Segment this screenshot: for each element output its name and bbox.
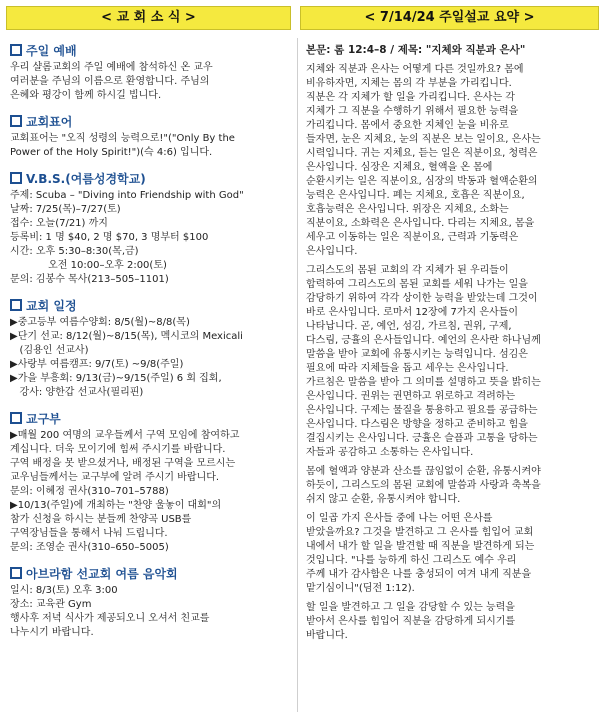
section-title: V.B.S.(여름성경학교) (26, 172, 146, 186)
text-line: 그리스도의 몸된 교회의 각 지체가 된 우리들이 (306, 265, 509, 276)
text-line: 호흡능력은 은사입니다. 위장은 지체요, 소화는 (306, 204, 509, 215)
text-line: 몸에 혈액과 양분과 산소를 끊임없이 순환, 유통시켜야 (306, 466, 541, 477)
text-line: 접수: 오늘(7/21) 까지 (10, 218, 108, 229)
text-line: 합력하여 그리스도의 몸된 교회를 세워 나가는 일을 (306, 279, 528, 290)
sermon-summary-header: < 7/14/24 주일설교 요약 > (300, 6, 599, 30)
text-line: 맡기심이니"(딤전 1:12). (306, 583, 415, 594)
section-title: 주일 예배 (26, 44, 77, 58)
text-line: 자들과 공감하고 소통하는 은사입니다. (306, 447, 474, 458)
text-line: 하듯이, 그리스도의 몸된 교회에 말씀과 사랑과 축복을 (306, 480, 541, 491)
section-title: 교회 일정 (26, 299, 77, 313)
text-line: 문의: 조영순 권사(310–650–5005) (10, 542, 169, 553)
text-line: (김용인 선교사) (10, 345, 89, 356)
text-line: 내에서 내가 할 일을 발견할 때 직분을 발견하게 되는 (306, 541, 535, 552)
text-line: ▶사랑부 여름캠프: 9/7(토) ~9/8(주일) (10, 359, 184, 370)
section-title: 교회표어 (26, 115, 73, 129)
text-line: 감당하기 위하여 각각 상이한 능력을 받았는데 그것이 (306, 293, 538, 304)
text-line: 문의: 이혜정 권사(310–701–5788) (10, 486, 169, 497)
section-title: 교구부 (26, 412, 61, 426)
text-line: 세우고 이동하는 일은 직분이요, 근력과 기동력은 (306, 232, 519, 243)
text-line: 문의: 김봉수 목사(213–505–1101) (10, 274, 169, 285)
worship-section (10, 42, 291, 103)
text-line: 말씀을 받아 교회에 유통시키는 능력입니다. 섬김은 (306, 349, 528, 360)
text-line: 참가 신청을 하시는 분들께 찬양곡 USB를 (10, 514, 192, 525)
text-line: 은사입니다. 구제는 물질을 통용하고 필요를 공급하는 (306, 405, 538, 416)
text-line: 받아서 은사를 힘입어 직분을 감당하게 되시기를 (306, 616, 516, 627)
text-line: 필요에 따라 지체들을 돕고 세우는 은사입니다. (306, 363, 509, 374)
text-line: 오전 10:00–오후 2:00(토) (10, 260, 167, 271)
text-line: 들자면, 눈은 지체요, 눈의 직분은 보는 일이요, 은사는 (306, 134, 541, 145)
square-bullet-icon (10, 172, 22, 184)
text-line: 여러분을 주님의 이름으로 환영합니다. 주님의 (10, 76, 210, 87)
text-line: 비유하자면, 지체는 몸의 각 부분을 가리킵니다. (306, 78, 512, 89)
square-bullet-icon (10, 567, 22, 579)
church-news-header: < 교 회 소 식 > (6, 6, 291, 30)
sermon-paragraph (306, 63, 595, 259)
text-line: 바랍니다. (306, 630, 348, 641)
sermon-paragraph (306, 512, 595, 596)
square-bullet-icon (10, 299, 22, 311)
text-line: ▶중고등부 여름수양회: 8/5(월)~8/8(목) (10, 317, 190, 328)
text-line: 직분이요, 소화력은 은사입니다. 다리는 지체요, 몸을 (306, 218, 535, 229)
text-line: 은혜와 평강이 함께 하시길 빕니다. (10, 90, 162, 101)
text-line: 등록비: 1 명 $40, 2 명 $70, 3 명부터 $100 (10, 232, 209, 243)
square-bullet-icon (10, 44, 22, 56)
text-line: 은사입니다. 심장은 지체요, 혈액을 온 몸에 (306, 162, 493, 173)
schedule-section (10, 297, 291, 400)
text-line: 강사: 양한갑 선교사(필리핀) (10, 387, 144, 398)
motto-section (10, 113, 291, 160)
text-line: 나누시기 바랍니다. (10, 627, 94, 638)
concert-section (10, 565, 291, 640)
text-line: 우리 샬롬교회의 주일 예배에 참석하신 온 교우 (10, 62, 213, 73)
text-line: 다스림, 긍휼의 은사들입니다. 예언의 은사란 하나님께 (306, 335, 541, 346)
text-line: 받았을까요? 그것을 발견하고 그 은사를 힘입어 교회 (306, 527, 534, 538)
text-line: 능력은 은사입니다. 폐는 지체요, 호흡은 직분이요, (306, 190, 525, 201)
text-line: 결집시키는 은사입니다. 긍휼은 슬픔과 고통을 당하는 (306, 433, 538, 444)
text-line: 가리킵니다. 몸에서 중요한 지체인 눈을 비유로 (306, 120, 509, 131)
text-line: 쉬지 않고 순환, 유통시켜야 합니다. (306, 494, 461, 505)
church-news-column (6, 38, 293, 712)
parish-section (10, 410, 291, 555)
text-line: 시력입니다. 귀는 지체요, 듣는 일은 직분이요, 청력은 (306, 148, 538, 159)
vbs-section (10, 170, 291, 287)
text-line: 은사입니다. (306, 246, 358, 257)
text-line: 지체와 직분과 은사는 어떻게 다른 것일까요? 몸에 (306, 64, 524, 75)
text-line: 교회표어는 "오직 성령의 능력으로!"("Only By the (10, 133, 235, 144)
sermon-paragraph (306, 264, 595, 460)
text-line: 순환시키는 일은 직분이요, 심장의 박동과 혈액순환의 (306, 176, 538, 187)
sermon-title: 본문: 롬 12:4–8 / 제목: "지체와 직분과 은사" (306, 44, 526, 56)
text-line: 구역장님들을 통해서 나눠 드립니다. (10, 528, 168, 539)
text-line: ▶매월 200 여명의 교우들께서 구역 모임에 참여하고 (10, 430, 240, 441)
text-line: 주제: Scuba – "Diving into Friendship with God" (10, 190, 244, 201)
square-bullet-icon (10, 412, 22, 424)
text-line: 은사입니다. 다스림은 방향을 정하고 준비하고 힘을 (306, 419, 528, 430)
text-line: 교우님들께서는 교구부에 알려 주시기 바랍니다. (10, 472, 220, 483)
text-line: Power of the Holy Spirit!")(슥 4:6) 입니다. (10, 147, 213, 158)
text-line: 것입니다. "나를 능하게 하신 그리스도 예수 우리 (306, 555, 517, 566)
text-line: ▶단기 선교: 8/12(월)~8/15(목), 멕시코의 Mexicali (10, 331, 243, 342)
sermon-summary-column (297, 38, 599, 712)
text-line: 주께 내가 감사함은 나를 충성되이 여겨 내게 직분을 (306, 569, 532, 580)
sermon-paragraph (306, 465, 595, 507)
text-line: ▶가을 부흥회: 9/13(금)~9/15(주일) 6 회 집회, (10, 373, 222, 384)
text-line: 장소: 교육관 Gym (10, 599, 92, 610)
text-line: ▶10/13(주일)에 개최하는 "찬양 울놓이 대회"의 (10, 500, 222, 511)
text-line: 가르침은 말씀을 받아 그 의미를 설명하고 뜻을 밝히는 (306, 377, 541, 388)
text-line: 바로 은사입니다. 로마서 12장에 7가지 은사들이 (306, 307, 519, 318)
text-line: 지체가 그 직분을 수행하기 위해서 필요한 능력을 (306, 106, 519, 117)
text-line: 일시: 8/3(토) 오후 3:00 (10, 585, 118, 596)
text-line: 은사입니다. 권위는 권면하고 위로하고 격려하는 (306, 391, 516, 402)
square-bullet-icon (10, 115, 22, 127)
text-line: 행사후 저녁 식사가 제공되오니 오셔서 친교를 (10, 613, 210, 624)
sermon-paragraph (306, 601, 595, 643)
text-line: 시간: 오후 5:30–8:30(목,금) (10, 246, 139, 257)
text-line: 구역 배정을 못 받으셨거나, 배정된 구역을 모르시는 (10, 458, 236, 469)
text-line: 계십니다. 더욱 모이기에 힘써 주시기를 바랍니다. (10, 444, 226, 455)
text-line: 직분은 각 지체가 할 일을 가리킵니다. 은사는 각 (306, 92, 515, 103)
text-line: 할 일을 발견하고 그 일을 감당할 수 있는 능력을 (306, 602, 515, 613)
text-line: 날짜: 7/25(목)–7/27(토) (10, 204, 121, 215)
text-line: 나타납니다. 곧, 예언, 섬김, 가르침, 권위, 구제, (306, 321, 512, 332)
section-title: 아브라함 선교회 여름 음악회 (26, 567, 178, 581)
text-line: 이 일곱 가지 은사들 중에 나는 어떤 은사를 (306, 513, 493, 524)
